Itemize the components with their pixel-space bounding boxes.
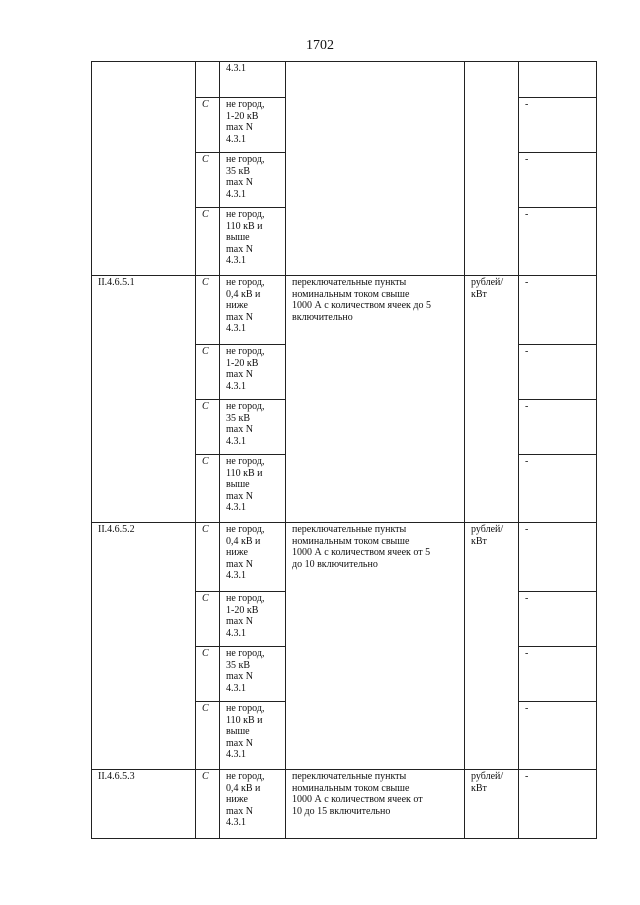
value-cell: - xyxy=(519,702,597,770)
code-cell: II.4.6.5.1 xyxy=(92,276,196,523)
cell-line: 4.3.1 xyxy=(226,133,246,145)
location-cell xyxy=(220,647,286,702)
cell-line: 4.3.1 xyxy=(226,435,246,447)
cell-line: 110 кВ и xyxy=(226,714,263,726)
tariff-table xyxy=(91,61,597,839)
value-cell: - xyxy=(519,647,597,702)
cell-line: 4.3.1 xyxy=(226,502,246,513)
table-row xyxy=(92,770,597,839)
cell-line: выше xyxy=(226,479,250,490)
cell-line: рублей/ xyxy=(471,524,504,535)
value-cell: - xyxy=(519,770,597,839)
cell-line: переключательные пункты xyxy=(292,277,407,288)
cell-line: 4.3.1 xyxy=(226,570,246,581)
description-cell xyxy=(286,523,465,770)
location-cell xyxy=(220,592,286,647)
category-cell: С xyxy=(196,345,220,400)
value-cell: - xyxy=(519,345,597,400)
cell-line: 1-20 кВ xyxy=(226,604,259,616)
category-cell: С xyxy=(196,523,220,592)
value-cell: - xyxy=(519,153,597,208)
cell-line: ниже xyxy=(226,794,248,805)
location-cell xyxy=(220,400,286,455)
cell-line: 110 кВ и xyxy=(226,467,263,479)
value-cell: - xyxy=(519,98,597,153)
cell-line: max N xyxy=(226,311,253,323)
cell-line: номинальным током свыше xyxy=(292,288,410,300)
cell-line: 4.3.1 xyxy=(226,380,246,392)
cell-line: не город, xyxy=(226,209,265,220)
cell-line: 4.3.1 xyxy=(226,627,246,639)
code-cell xyxy=(92,62,196,276)
unit-cell xyxy=(465,523,519,770)
location-cell xyxy=(220,702,286,770)
cell-line: 1000 А с количеством ячеек от xyxy=(292,794,423,805)
cell-line: не город, xyxy=(226,648,265,659)
cell-line: max N xyxy=(226,369,253,380)
category-cell xyxy=(196,62,220,98)
cell-line: номинальным током свыше xyxy=(292,535,410,547)
cell-line: max N xyxy=(226,243,253,255)
category-cell: С xyxy=(196,400,220,455)
cell-line: не город, xyxy=(226,524,265,535)
cell-line: выше xyxy=(226,726,250,737)
cell-line: 4.3.1 xyxy=(226,749,246,760)
table-row xyxy=(92,62,597,98)
table-row xyxy=(92,276,597,345)
location-cell xyxy=(220,770,286,839)
cell-line: 1000 А с количеством ячеек от 5 xyxy=(292,547,431,558)
category-cell: С xyxy=(196,455,220,523)
cell-line: рублей/ xyxy=(471,277,504,288)
cell-line: 0,4 кВ и xyxy=(226,535,261,547)
category-cell: С xyxy=(196,153,220,208)
cell-line: до 10 включительно xyxy=(292,558,378,570)
cell-line: 1000 А с количеством ячеек до 5 xyxy=(292,300,431,311)
unit-cell xyxy=(465,62,519,276)
cell-line: 110 кВ и xyxy=(226,220,263,232)
location-cell xyxy=(220,98,286,153)
cell-line: 4.3.1 xyxy=(226,63,246,74)
category-cell: С xyxy=(196,770,220,839)
value-cell: - xyxy=(519,455,597,523)
cell-line: рублей/ xyxy=(471,771,504,782)
cell-line: max N xyxy=(226,424,253,435)
category-cell: С xyxy=(196,276,220,345)
location-cell xyxy=(220,208,286,276)
location-cell xyxy=(220,62,286,98)
location-cell xyxy=(220,153,286,208)
cell-line: 4.3.1 xyxy=(226,255,246,266)
page-number: 1702 xyxy=(306,38,334,53)
category-cell: С xyxy=(196,592,220,647)
cell-line: кВт xyxy=(471,288,487,300)
cell-line: 4.3.1 xyxy=(226,817,246,828)
code-cell: II.4.6.5.3 xyxy=(92,770,196,839)
cell-line: не город, xyxy=(226,277,265,288)
cell-line: max N xyxy=(226,490,253,502)
table-row xyxy=(92,523,597,592)
cell-line: 0,4 кВ и xyxy=(226,782,261,794)
cell-line: 35 кВ xyxy=(226,412,251,424)
cell-line: 1-20 кВ xyxy=(226,357,259,369)
value-cell: - xyxy=(519,523,597,592)
category-cell: С xyxy=(196,98,220,153)
location-cell xyxy=(220,345,286,400)
cell-line: выше xyxy=(226,232,250,243)
unit-cell xyxy=(465,276,519,523)
cell-line: переключательные пункты xyxy=(292,524,407,535)
value-cell: - xyxy=(519,208,597,276)
cell-line: max N xyxy=(226,558,253,570)
value-cell: - xyxy=(519,276,597,345)
cell-line: ниже xyxy=(226,547,248,558)
category-cell: С xyxy=(196,208,220,276)
cell-line: 10 до 15 включительно xyxy=(292,805,391,817)
cell-line: переключательные пункты xyxy=(292,771,407,782)
cell-line: не город, xyxy=(226,154,265,165)
cell-line: кВт xyxy=(471,782,487,794)
unit-cell xyxy=(465,770,519,839)
cell-line: номинальным током свыше xyxy=(292,782,410,794)
cell-line: 35 кВ xyxy=(226,165,251,177)
cell-line: не город, xyxy=(226,99,265,110)
cell-line: не город, xyxy=(226,771,265,782)
cell-line: 4.3.1 xyxy=(226,323,246,334)
cell-line: не город, xyxy=(226,703,265,714)
code-cell: II.4.6.5.2 xyxy=(92,523,196,770)
cell-line: ниже xyxy=(226,300,248,311)
cell-line: max N xyxy=(226,805,253,817)
cell-line: включительно xyxy=(292,311,353,323)
cell-line: max N xyxy=(226,671,253,682)
value-cell: - xyxy=(519,592,597,647)
cell-line: max N xyxy=(226,737,253,749)
location-cell xyxy=(220,523,286,592)
cell-line: кВт xyxy=(471,535,487,547)
cell-line: не город, xyxy=(226,456,265,467)
cell-line: 4.3.1 xyxy=(226,682,246,694)
value-cell xyxy=(519,62,597,98)
category-cell: С xyxy=(196,702,220,770)
value-cell: - xyxy=(519,400,597,455)
cell-line: не город, xyxy=(226,346,265,357)
cell-line: max N xyxy=(226,177,253,188)
category-cell: С xyxy=(196,647,220,702)
cell-line: max N xyxy=(226,616,253,627)
description-cell xyxy=(286,770,465,839)
description-cell xyxy=(286,62,465,276)
cell-line: 35 кВ xyxy=(226,659,251,671)
cell-line: не город, xyxy=(226,593,265,604)
description-cell xyxy=(286,276,465,523)
location-cell xyxy=(220,276,286,345)
cell-line: 1-20 кВ xyxy=(226,110,259,122)
cell-line: не город, xyxy=(226,401,265,412)
cell-line: max N xyxy=(226,122,253,133)
location-cell xyxy=(220,455,286,523)
cell-line: 0,4 кВ и xyxy=(226,288,261,300)
cell-line: 4.3.1 xyxy=(226,188,246,200)
